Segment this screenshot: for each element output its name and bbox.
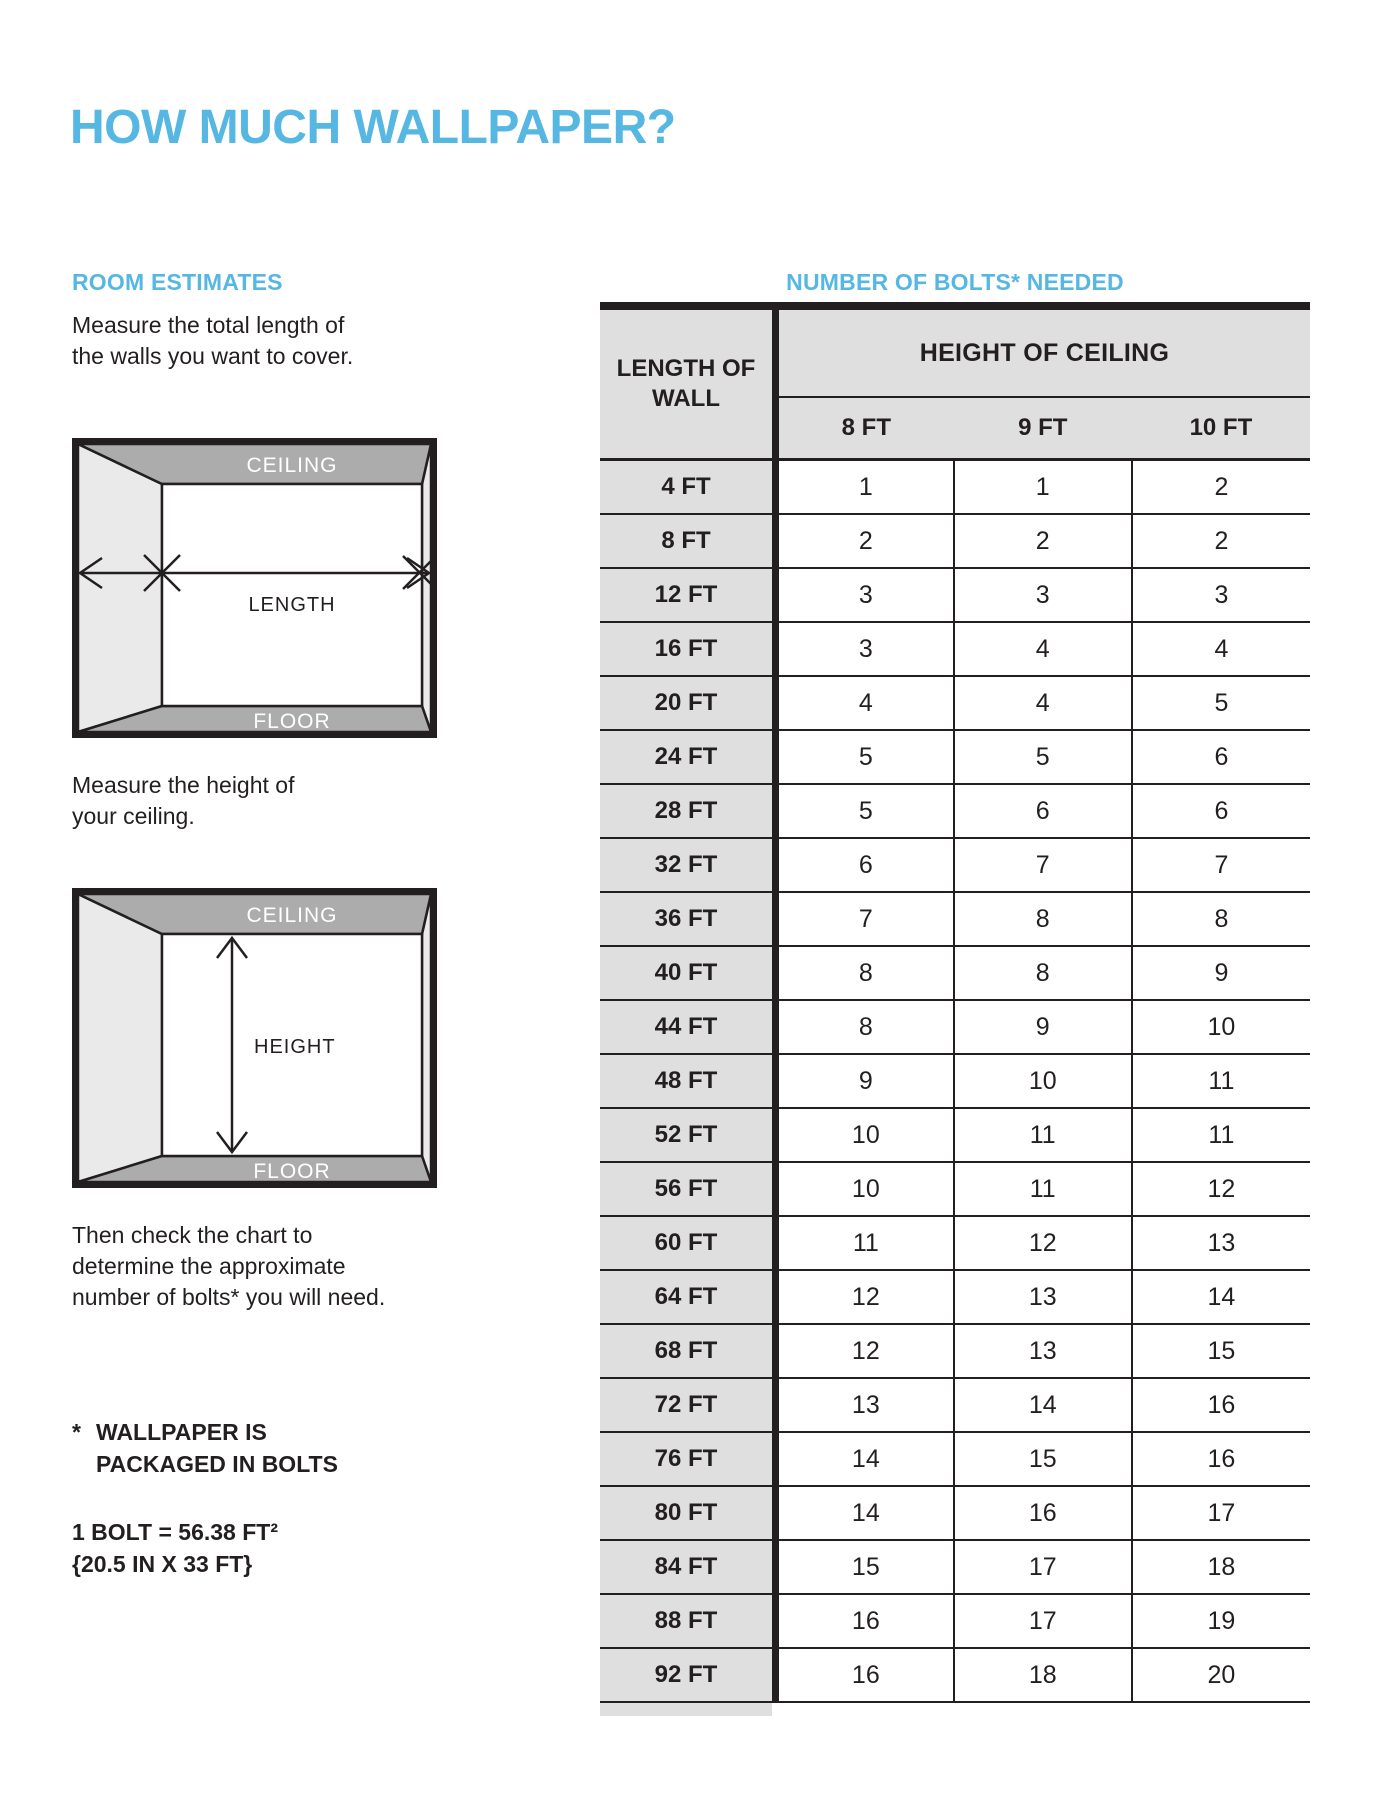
bolt-count-cell: 9 xyxy=(776,1054,954,1108)
instruction-chart-line3: number of bolts* you will need. xyxy=(72,1284,386,1310)
bolt-count-cell: 6 xyxy=(776,838,954,892)
table-row xyxy=(600,1054,1310,1108)
bolt-count-cell: 14 xyxy=(776,1486,954,1540)
bolt-count-cell: 9 xyxy=(954,1000,1132,1054)
bolt-count-cell: 12 xyxy=(1132,1162,1310,1216)
wall-length-cell: 20 FT xyxy=(600,676,776,730)
bolt-count-cell: 15 xyxy=(954,1432,1132,1486)
col-header-10ft: 10 FT xyxy=(1132,397,1310,460)
height-label: HEIGHT xyxy=(254,1036,336,1058)
bolt-count-cell: 8 xyxy=(1132,892,1310,946)
floor-label: FLOOR xyxy=(253,1160,331,1183)
table-row xyxy=(600,1432,1310,1486)
bolt-count-cell: 6 xyxy=(1132,730,1310,784)
bolt-count-cell: 17 xyxy=(954,1540,1132,1594)
bolt-count-cell: 8 xyxy=(776,946,954,1000)
room-height-diagram xyxy=(72,888,437,1188)
instruction-chart-text xyxy=(72,1220,385,1313)
bolt-count-cell: 19 xyxy=(1132,1594,1310,1648)
wall-length-cell: 36 FT xyxy=(600,892,776,946)
table-row xyxy=(600,622,1310,676)
bolt-count-cell: 7 xyxy=(1132,838,1310,892)
bolt-count-cell: 12 xyxy=(776,1324,954,1378)
bolt-count-cell: 16 xyxy=(954,1486,1132,1540)
wall-length-cell: 8 FT xyxy=(600,514,776,568)
bolt-count-cell: 4 xyxy=(954,676,1132,730)
bolt-count-cell: 4 xyxy=(1132,622,1310,676)
bolt-count-cell: 18 xyxy=(1132,1540,1310,1594)
footnote-line1: WALLPAPER IS xyxy=(96,1419,267,1445)
wall-length-cell: 48 FT xyxy=(600,1054,776,1108)
bolts-table xyxy=(600,302,1310,1703)
wall-length-cell: 4 FT xyxy=(600,460,776,515)
bolt-count-cell: 2 xyxy=(776,514,954,568)
bolt-count-cell: 16 xyxy=(776,1594,954,1648)
room-estimates-heading: ROOM ESTIMATES xyxy=(72,269,283,296)
table-row xyxy=(600,946,1310,1000)
instruction-length-line1: Measure the total length of xyxy=(72,312,345,338)
instruction-height-text xyxy=(72,770,294,832)
table-row xyxy=(600,1270,1310,1324)
bolt-count-cell: 4 xyxy=(776,676,954,730)
bolt-count-cell: 13 xyxy=(954,1270,1132,1324)
wall-length-cell: 84 FT xyxy=(600,1540,776,1594)
instruction-length-line2: the walls you want to cover. xyxy=(72,343,354,369)
table-row xyxy=(600,1378,1310,1432)
bolt-spec-line2: {20.5 IN X 33 FT} xyxy=(72,1551,253,1577)
bolt-count-cell: 5 xyxy=(776,784,954,838)
floor-label: FLOOR xyxy=(253,710,331,733)
col-header-8ft: 8 FT xyxy=(776,397,954,460)
table-row xyxy=(600,460,1310,515)
bolt-count-cell: 16 xyxy=(1132,1378,1310,1432)
right-wall xyxy=(422,444,431,732)
table-row xyxy=(600,784,1310,838)
instruction-chart-line1: Then check the chart to xyxy=(72,1222,313,1248)
instruction-height-line1: Measure the height of xyxy=(72,772,295,798)
bolt-spec-line1: 1 BOLT = 56.38 FT² xyxy=(72,1519,278,1545)
bolt-count-cell: 11 xyxy=(1132,1054,1310,1108)
page-title: HOW MUCH WALLPAPER? xyxy=(70,101,676,155)
bolt-count-cell: 11 xyxy=(954,1108,1132,1162)
length-label: LENGTH xyxy=(248,594,336,616)
bolt-count-cell: 13 xyxy=(776,1378,954,1432)
table-row xyxy=(600,1162,1310,1216)
bolt-count-cell: 5 xyxy=(776,730,954,784)
asterisk-marker: * xyxy=(72,1419,81,1445)
bolt-count-cell: 10 xyxy=(776,1162,954,1216)
bolts-table-heading: NUMBER OF BOLTS* NEEDED xyxy=(786,269,1124,296)
bolt-count-cell: 3 xyxy=(1132,568,1310,622)
length-of-wall-header: LENGTH OF WALL xyxy=(600,306,776,460)
bolt-count-cell: 6 xyxy=(954,784,1132,838)
bolt-count-cell: 5 xyxy=(954,730,1132,784)
bolt-count-cell: 6 xyxy=(1132,784,1310,838)
table-row xyxy=(600,1648,1310,1702)
wall-length-cell: 88 FT xyxy=(600,1594,776,1648)
bolt-count-cell: 5 xyxy=(1132,676,1310,730)
bolt-count-cell: 16 xyxy=(1132,1432,1310,1486)
bolts-table-container xyxy=(600,302,1312,1716)
table-row xyxy=(600,838,1310,892)
wall-length-cell: 64 FT xyxy=(600,1270,776,1324)
wall-length-cell: 80 FT xyxy=(600,1486,776,1540)
wall-length-cell: 40 FT xyxy=(600,946,776,1000)
wall-length-cell: 12 FT xyxy=(600,568,776,622)
bolt-spec xyxy=(72,1516,278,1580)
bolt-count-cell: 14 xyxy=(954,1378,1132,1432)
bolt-count-cell: 1 xyxy=(954,460,1132,515)
table-row xyxy=(600,1216,1310,1270)
table-row xyxy=(600,1486,1310,1540)
table-row xyxy=(600,892,1310,946)
col-header-9ft: 9 FT xyxy=(954,397,1132,460)
table-row xyxy=(600,730,1310,784)
wall-length-cell: 56 FT xyxy=(600,1162,776,1216)
bolt-count-cell: 10 xyxy=(1132,1000,1310,1054)
table-row xyxy=(600,1108,1310,1162)
right-wall xyxy=(422,894,431,1182)
bolt-count-cell: 3 xyxy=(776,622,954,676)
wall-length-cell: 24 FT xyxy=(600,730,776,784)
left-wall xyxy=(78,444,162,732)
table-row xyxy=(600,1000,1310,1054)
bolt-count-cell: 2 xyxy=(1132,460,1310,515)
height-of-ceiling-header: HEIGHT OF CEILING xyxy=(776,306,1311,397)
table-row xyxy=(600,676,1310,730)
bolt-count-cell: 14 xyxy=(776,1432,954,1486)
bolt-count-cell: 8 xyxy=(954,892,1132,946)
table-footer-stub xyxy=(600,1703,772,1716)
wall-length-cell: 68 FT xyxy=(600,1324,776,1378)
bolt-count-cell: 11 xyxy=(1132,1108,1310,1162)
wall-length-cell: 52 FT xyxy=(600,1108,776,1162)
wall-length-cell: 16 FT xyxy=(600,622,776,676)
bolt-count-cell: 11 xyxy=(954,1162,1132,1216)
wall-length-cell: 28 FT xyxy=(600,784,776,838)
table-row xyxy=(600,1594,1310,1648)
bolt-count-cell: 12 xyxy=(954,1216,1132,1270)
wall-length-cell: 92 FT xyxy=(600,1648,776,1702)
bolt-count-cell: 3 xyxy=(954,568,1132,622)
bolt-count-cell: 9 xyxy=(1132,946,1310,1000)
table-row xyxy=(600,1540,1310,1594)
ceiling-label: CEILING xyxy=(246,904,338,927)
bolt-count-cell: 18 xyxy=(954,1648,1132,1702)
bolt-count-cell: 10 xyxy=(776,1108,954,1162)
table-row xyxy=(600,514,1310,568)
bolt-count-cell: 10 xyxy=(954,1054,1132,1108)
table-row xyxy=(600,568,1310,622)
bolt-count-cell: 8 xyxy=(954,946,1132,1000)
bolt-count-cell: 2 xyxy=(1132,514,1310,568)
room-length-diagram xyxy=(72,438,437,738)
bolt-count-cell: 13 xyxy=(954,1324,1132,1378)
bolts-footnote xyxy=(72,1416,338,1480)
bolt-count-cell: 7 xyxy=(776,892,954,946)
bolt-count-cell: 3 xyxy=(776,568,954,622)
bolt-count-cell: 13 xyxy=(1132,1216,1310,1270)
ceiling-label: CEILING xyxy=(246,454,338,477)
bolt-count-cell: 15 xyxy=(776,1540,954,1594)
footnote-line2: PACKAGED IN BOLTS xyxy=(96,1451,338,1477)
table-row xyxy=(600,1324,1310,1378)
wall-length-cell: 72 FT xyxy=(600,1378,776,1432)
instruction-height-line2: your ceiling. xyxy=(72,803,195,829)
instruction-chart-line2: determine the approximate xyxy=(72,1253,346,1279)
bolts-table-body xyxy=(600,460,1310,1703)
wall-length-cell: 32 FT xyxy=(600,838,776,892)
bolt-count-cell: 8 xyxy=(776,1000,954,1054)
bolt-count-cell: 11 xyxy=(776,1216,954,1270)
bolt-count-cell: 17 xyxy=(1132,1486,1310,1540)
bolt-count-cell: 17 xyxy=(954,1594,1132,1648)
bolt-count-cell: 12 xyxy=(776,1270,954,1324)
wall-length-cell: 60 FT xyxy=(600,1216,776,1270)
bolt-count-cell: 16 xyxy=(776,1648,954,1702)
wall-length-cell: 76 FT xyxy=(600,1432,776,1486)
bolt-count-cell: 4 xyxy=(954,622,1132,676)
bolt-count-cell: 1 xyxy=(776,460,954,515)
bolt-count-cell: 14 xyxy=(1132,1270,1310,1324)
bolt-count-cell: 2 xyxy=(954,514,1132,568)
bolt-count-cell: 15 xyxy=(1132,1324,1310,1378)
wall-length-cell: 44 FT xyxy=(600,1000,776,1054)
bolt-count-cell: 7 xyxy=(954,838,1132,892)
left-wall xyxy=(78,894,162,1182)
bolt-count-cell: 20 xyxy=(1132,1648,1310,1702)
instruction-length-text xyxy=(72,310,353,372)
